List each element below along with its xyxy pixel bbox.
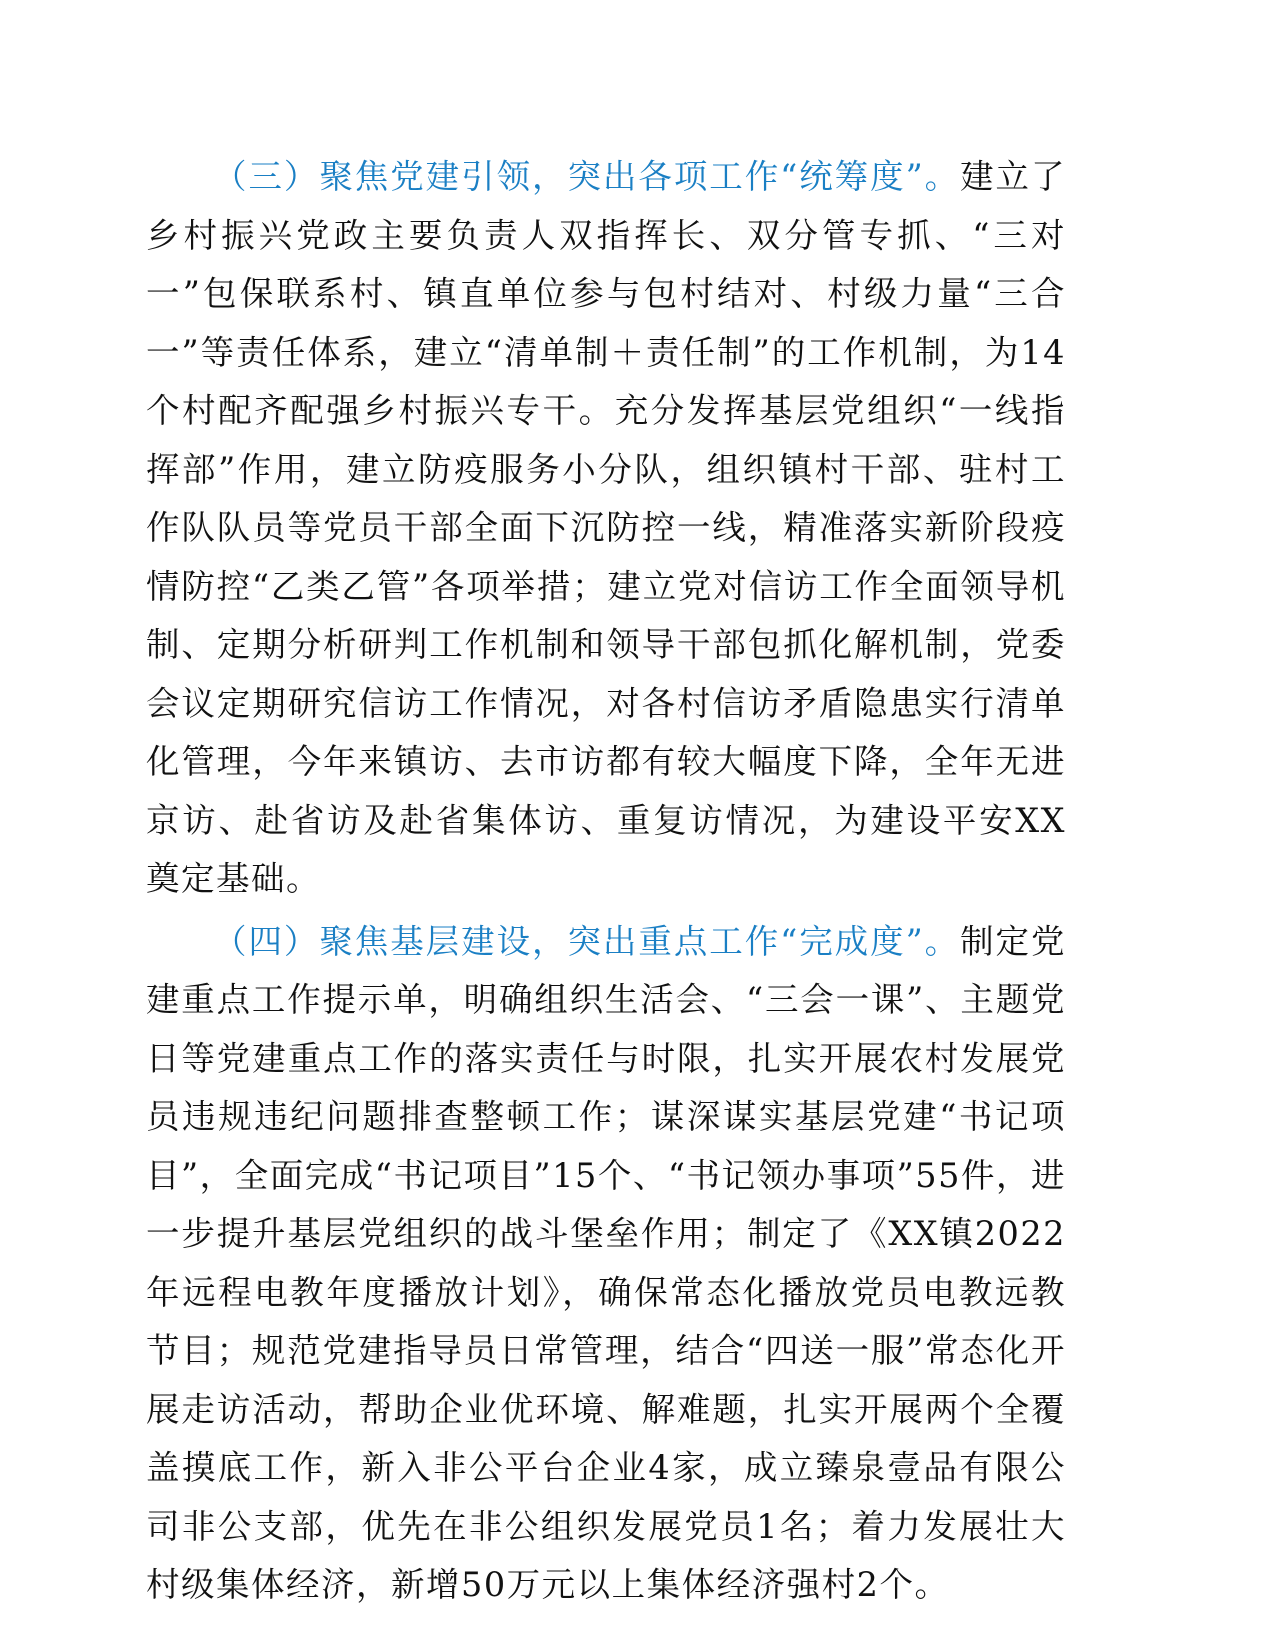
paragraph-section-4 [146,913,1066,1615]
section-body-3: 建立了乡村振兴党政主要负责人双指挥长、双分管专抓、“三对一”包保联系村、镇直单位参与包村结对、村级力量“三合一”等责任体系，建立“清单制＋责任制”的工作机制，为14个村配齐配强乡村振兴专干。充分发挥基层党组织“一线指挥部”作用，建立防疫服务小分队，组织镇村干部、驻村工作队队员等党员干部全面下沉防控一线，精准落实新阶段疫情防控“乙类乙管”各项举措；建立党对信访工作全面领导机制、定期分析研判工作机制和领导干部包抓化解机制，党委会议定期研究信访工作情况，对各村信访矛盾隐患实行清单化管理，今年来镇访、去市访都有较大幅度下降，全年无进京访、赴省访及赴省集体访、重复访情况，为建设平安XX奠定基础。 [146,157,1066,898]
document-page [146,148,1066,1615]
section-body-4: 制定党建重点工作提示单，明确组织生活会、“三会一课”、主题党日等党建重点工作的落实责任与时限，扎实开展农村发展党员违规违纪问题排查整顿工作；谋深谋实基层党建“书记项目”，全面完成“书记项目”15个、“书记领办事项”55件，进一步提升基层党组织的战斗堡垒作用；制定了《XX镇2022年远程电教年度播放计划》，确保常态化播放党员电教远教节目；规范党建指导员日常管理，结合“四送一服”常态化开展走访活动，帮助企业优环境、解难题，扎实开展两个全覆盖摸底工作，新入非公平台企业4家，成立臻泉壹品有限公司非公支部，优先在非公组织发展党员1名；着力发展壮大村级集体经济，新增50万元以上集体经济强村2个。 [146,921,1066,1604]
paragraph-section-3 [146,148,1066,909]
section-heading-4: （四）聚焦基层建设，突出重点工作“完成度”。 [213,921,961,961]
section-heading-3: （三）聚焦党建引领，突出各项工作“统筹度”。 [213,157,961,196]
